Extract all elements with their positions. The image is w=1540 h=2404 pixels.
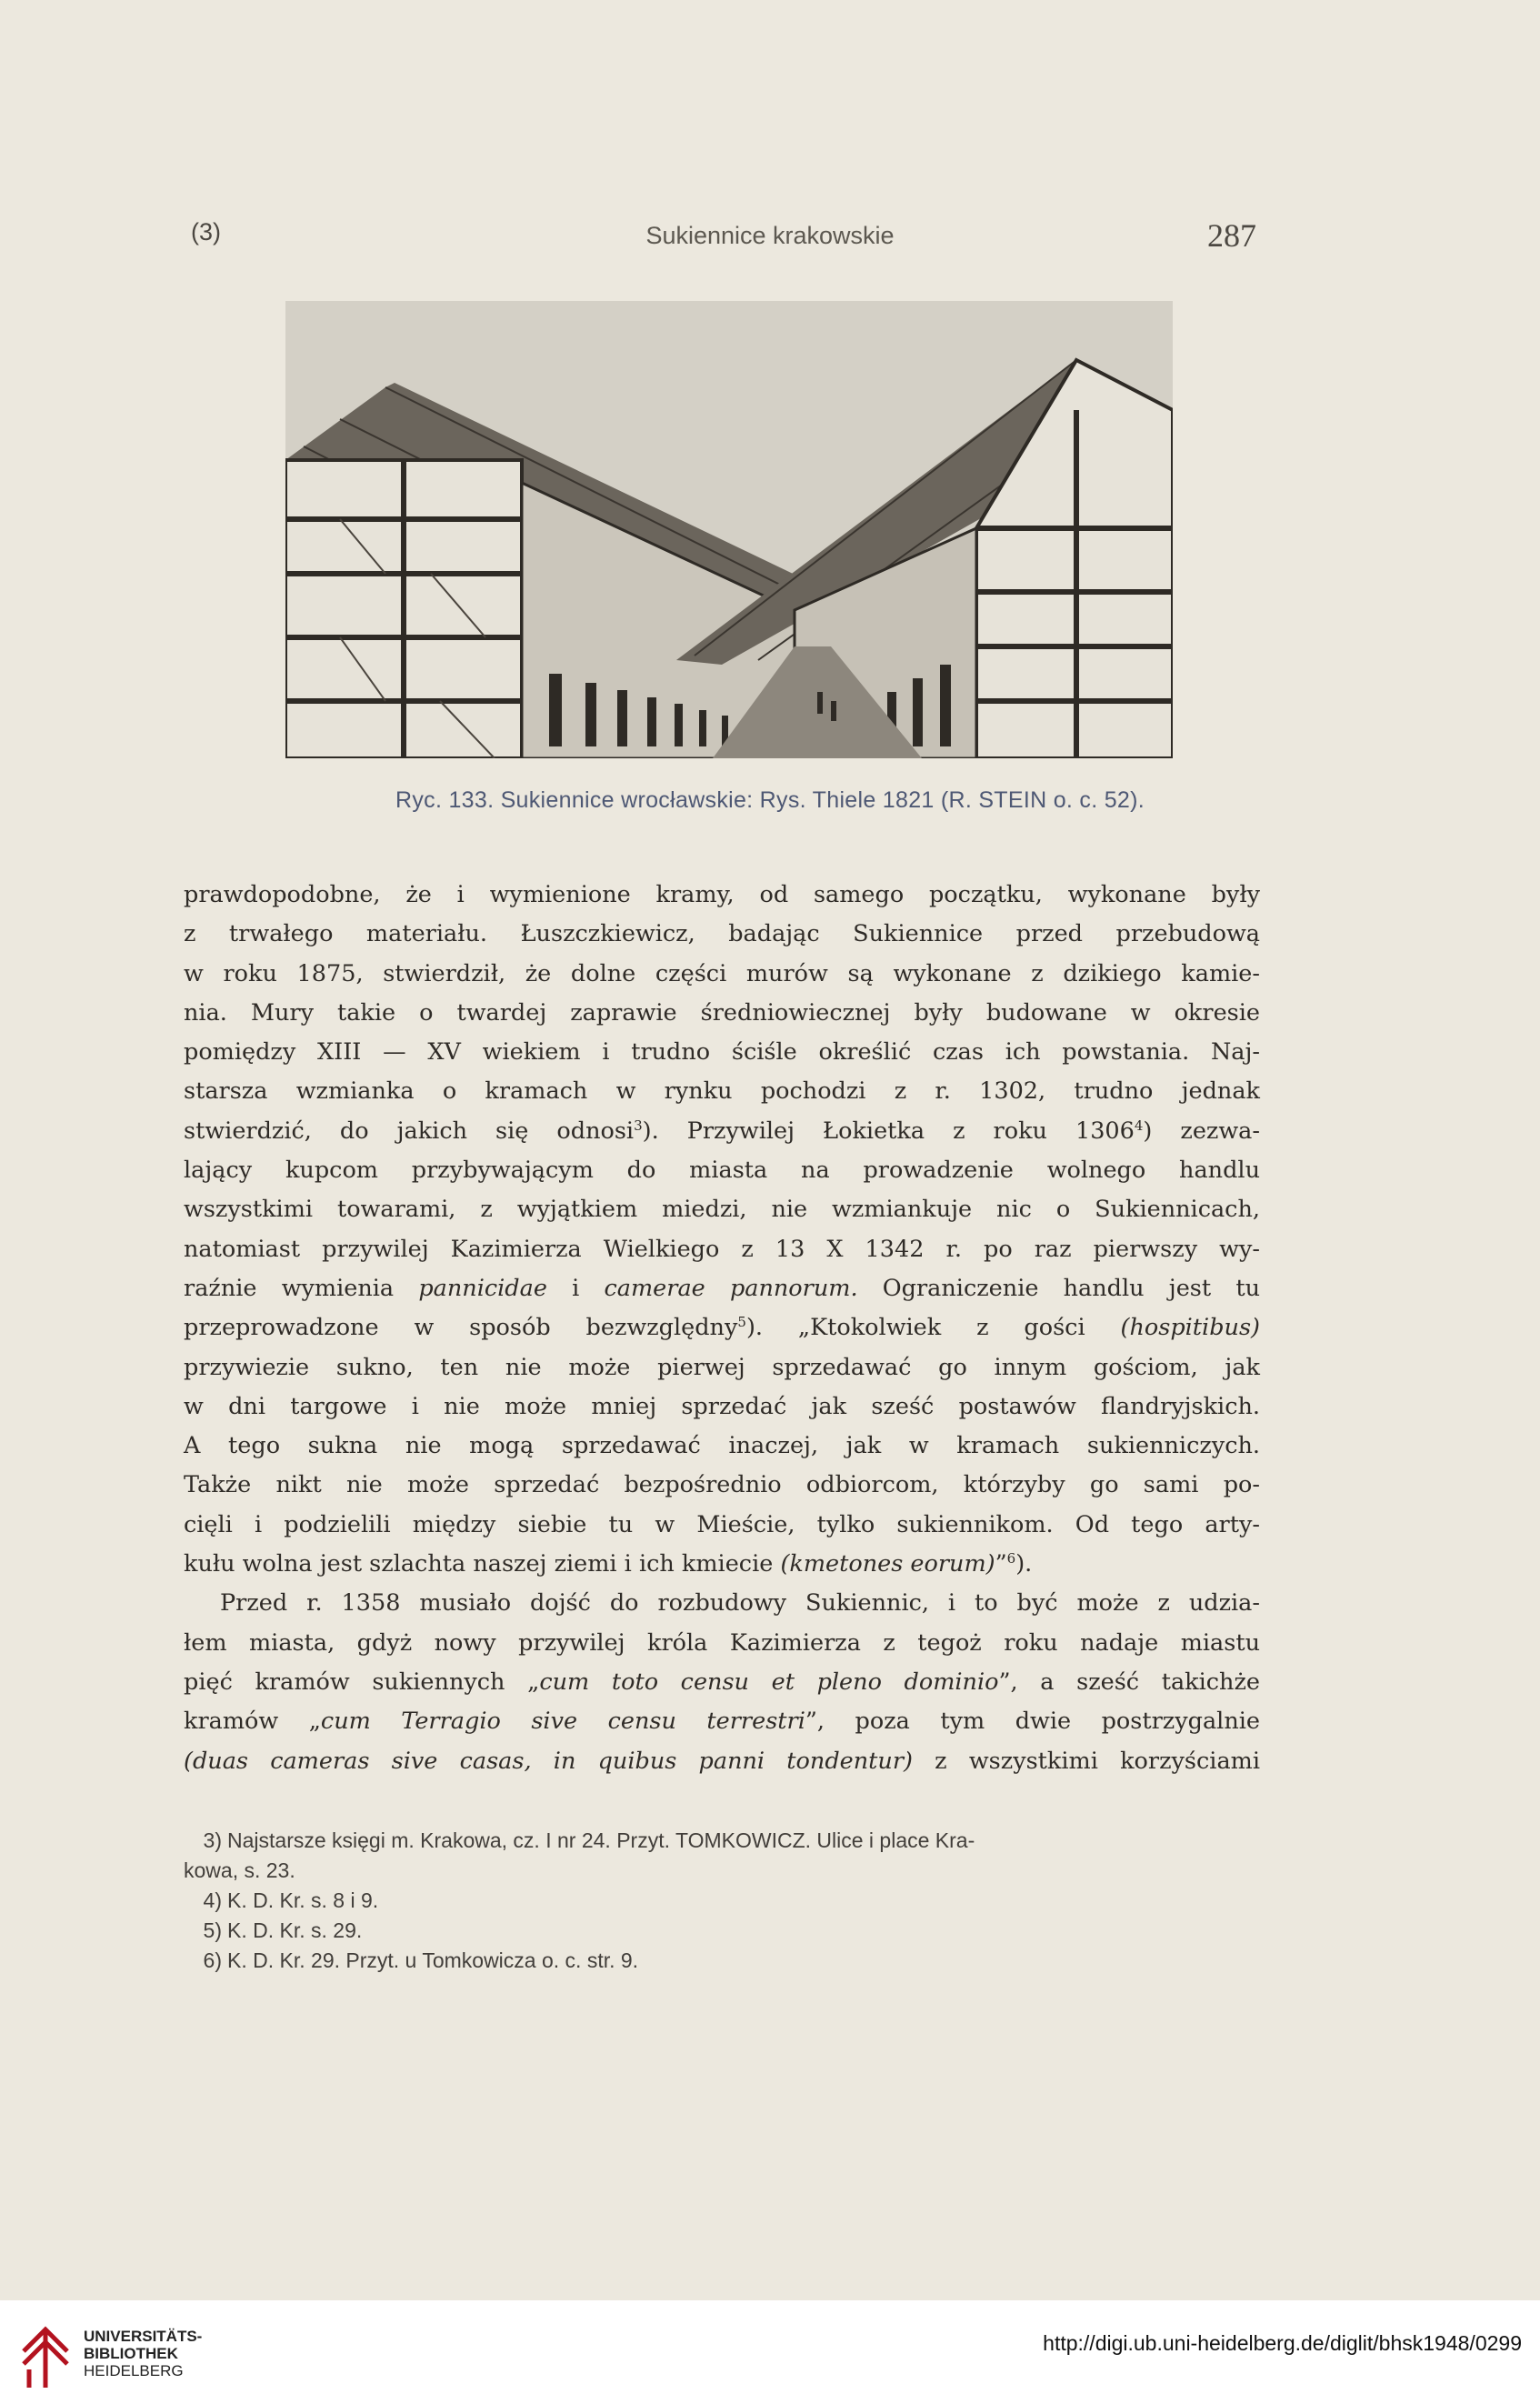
text-line: starsza wzmianka o kramach w rynku pochodzi z r. 1302, trudno jednak	[184, 1077, 1260, 1106]
footnotes	[184, 1826, 1260, 1976]
main-text	[184, 876, 1260, 1781]
text-line: kułu wolna jest szlachta naszej ziemi i ich kmiecie (kmetones eorum)”$^6$).	[184, 1550, 1033, 1578]
text-line: pięć kramów sukiennych „cum toto censu et pleno dominio”, a sześć takichże	[184, 1668, 1261, 1696]
text-line: łem miasta, gdyż nowy przywilej króla Kazimierza z tegoż roku nadaje miastu	[184, 1628, 1260, 1657]
text-line: kramów „cum Terragio sive censu terrestri”, poza tym dwie postrzygalnie	[184, 1708, 1260, 1736]
text-line: raźnie wymienia pannicidae i camerae pannorum. Ograniczenie handlu jest tu	[184, 1274, 1260, 1302]
footnote: 5) K. D. Kr. s. 29.	[203, 1918, 363, 1942]
ub-heidelberg-logo-icon[interactable]	[18, 2315, 73, 2391]
text-line: wszystkimi towarami, z wyjątkiem miedzi, nie wzmiankuje nic o Sukiennicach,	[184, 1196, 1260, 1224]
text-line: pomiędzy XIII — XV wiekiem i trudno ściśle określić czas ich powstania. Naj-	[184, 1038, 1260, 1067]
source-url-link[interactable]: http://digi.ub.uni-heidelberg.de/diglit/bhsk1948/0299	[1043, 2331, 1522, 2355]
figure-caption: Ryc. 133. Sukiennice wrocławskie: Rys. Thiele 1821 (R. STEIN o. c. 52).	[395, 787, 1145, 813]
running-title: Sukiennice krakowskie	[645, 222, 895, 249]
library-footer	[0, 2300, 1540, 2404]
text-line: lający kupcom przybywającym do miasta na prowadzenie wolnego handlu	[184, 1157, 1260, 1185]
figure-illustration	[285, 301, 1173, 758]
market-hall-engraving	[285, 301, 1173, 758]
text-line: cięli i podzielili między siebie tu w Mieście, tylko sukiennikom. Od tego arty-	[184, 1510, 1260, 1538]
text-line: przywiezie sukno, ten nie może pierwej sprzedawać go innym gościom, jak	[184, 1353, 1260, 1381]
text-line: z trwałego materiału. Łuszczkiewicz, badając Sukiennice przed przebudową	[184, 920, 1260, 948]
footnote: 6) K. D. Kr. 29. Przyt. u Tomkowicza o. c. str. 9.	[203, 1948, 639, 1972]
text-line: (duas cameras sive casas, in quibus panni tondentur) z wszystkimi korzyściami	[184, 1747, 1260, 1775]
text-line: prawdopodobne, że i wymienione kramy, od samego początku, wykonane były	[184, 881, 1260, 908]
library-name: UNIVERSITÄTS- BIBLIOTHEK HEIDELBERG	[84, 2328, 203, 2379]
footnote-continuation: kowa, s. 23.	[184, 1858, 295, 1882]
text-line: Przed r. 1358 musiało dojść do rozbudowy Sukiennic, i to być może z udzia-	[220, 1589, 1260, 1618]
text-line: Także nikt nie może sprzedać bezpośrednio odbiorcom, którzyby go sami po-	[184, 1471, 1260, 1499]
text-line: stwierdzić, do jakich się odnosi$^3$). Przywilej Łokietka z roku 1306$^4$) zezwa-	[184, 1117, 1260, 1145]
text-line: A tego sukna nie mogą sprzedawać inaczej, jak w kramach sukienniczych.	[184, 1432, 1260, 1460]
text-line: przeprowadzone w sposób bezwzględny$^5$). „Ktokolwiek z gości (hospitibus)	[184, 1314, 1260, 1342]
page-number: 287	[1207, 217, 1256, 254]
footnote-ref: 4	[1134, 1117, 1144, 1134]
text-line: w dni targowe i nie może mniej sprzedać jak sześć postawów flandryjskich.	[184, 1392, 1260, 1420]
footnote: 3) Najstarsze księgi m. Krakowa, cz. I nr 24. Przyt. TOMKOWICZ. Ulice i place Kra-	[203, 1828, 975, 1852]
footnote: 4) K. D. Kr. s. 8 i 9.	[203, 1888, 379, 1912]
text-line: nia. Mury takie o twardej zaprawie średniowiecznej były budowane w okresie	[184, 998, 1260, 1027]
text-line: w roku 1875, stwierdził, że dolne części murów są wykonane z dzikiego kamie-	[184, 959, 1260, 987]
footnote-ref: 3	[634, 1117, 643, 1134]
footnote-ref: 6	[1006, 1550, 1016, 1568]
text-line: natomiast przywilej Kazimierza Wielkiego z 13 X 1342 r. po raz pierwszy wy-	[184, 1235, 1260, 1263]
section-number: (3)	[191, 218, 221, 245]
footnote-ref: 5	[737, 1314, 746, 1331]
